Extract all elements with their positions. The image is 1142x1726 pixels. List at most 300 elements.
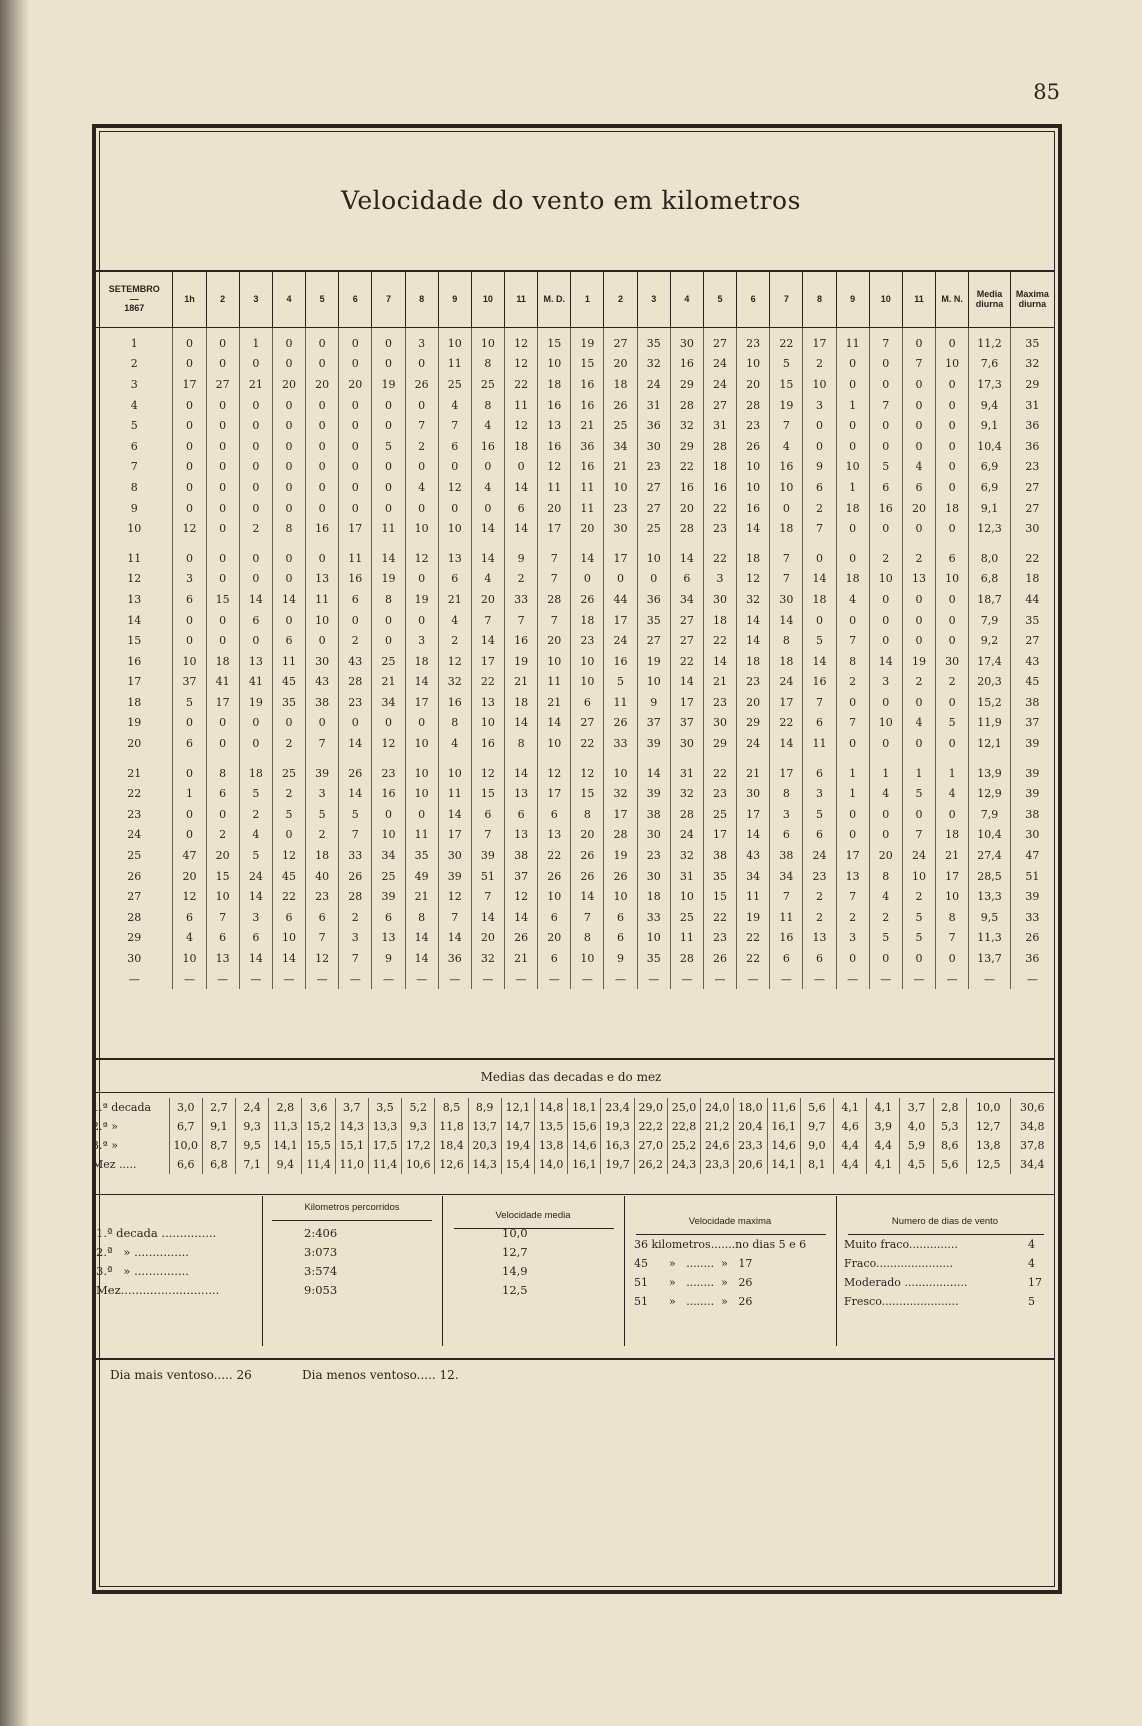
dash-cell: — — [902, 969, 935, 990]
average-cell: 23,3 — [701, 1155, 734, 1174]
speed-cell: 16 — [471, 436, 504, 457]
speed-cell: 10 — [306, 610, 339, 631]
speed-cell: 20 — [670, 498, 703, 519]
table-row — [96, 610, 1054, 631]
speed-cell: 28 — [538, 589, 571, 610]
speed-cell: 21 — [571, 415, 604, 436]
speed-cell: 10 — [737, 354, 770, 375]
header-hour: 10 — [471, 272, 504, 328]
speed-cell: 7 — [306, 733, 339, 754]
speed-cell: 0 — [239, 569, 272, 590]
header-hour: 9 — [438, 272, 471, 328]
speed-cell: 10 — [372, 825, 405, 846]
velocity-value: 14,9 — [502, 1264, 528, 1278]
speed-cell: 4 — [936, 783, 969, 804]
speed-cell: 10 — [936, 354, 969, 375]
speed-cell: 23 — [737, 672, 770, 693]
speed-cell: 0 — [902, 415, 935, 436]
speed-cell: 33 — [637, 907, 670, 928]
speed-cell: 0 — [206, 610, 239, 631]
speed-cell: 20 — [737, 374, 770, 395]
average-label: Mez ..... — [92, 1158, 137, 1171]
dash-cell: — — [173, 969, 206, 990]
speed-cell: 16 — [737, 498, 770, 519]
speed-cell: 7 — [836, 713, 869, 734]
speed-cell: 0 — [173, 354, 206, 375]
speed-cell: 0 — [936, 328, 969, 354]
speed-cell: 10 — [571, 672, 604, 693]
speed-cell: 30 — [637, 436, 670, 457]
speed-cell: 6 — [803, 948, 836, 969]
speed-cell: 23 — [306, 886, 339, 907]
media-cell: 9,4 — [969, 395, 1011, 416]
table-row — [96, 672, 1054, 693]
speed-cell: 0 — [836, 374, 869, 395]
speed-cell: 4 — [471, 415, 504, 436]
speed-cell: 0 — [836, 733, 869, 754]
speed-cell: 9 — [637, 692, 670, 713]
speed-cell: 6 — [272, 907, 305, 928]
speed-cell: 0 — [803, 436, 836, 457]
speed-cell: 0 — [902, 374, 935, 395]
average-cell: 15,5 — [302, 1136, 335, 1155]
header-hour: 6 — [339, 272, 372, 328]
speed-cell: 8 — [770, 630, 803, 651]
speed-cell: 18 — [703, 610, 736, 631]
average-cell: 4,1 — [867, 1098, 900, 1117]
speed-cell: 13 — [306, 569, 339, 590]
speed-cell: 0 — [902, 610, 935, 631]
average-cell: 2,7 — [202, 1098, 235, 1117]
day-cell: 22 — [127, 787, 142, 801]
speed-cell: 0 — [206, 733, 239, 754]
speed-cell: 0 — [239, 477, 272, 498]
maxima-cell: 38 — [1010, 804, 1054, 825]
speed-cell: 6 — [239, 610, 272, 631]
speed-cell: 7 — [306, 928, 339, 949]
speed-cell: 16 — [770, 457, 803, 478]
speed-cell: 14 — [471, 907, 504, 928]
speed-cell: 19 — [239, 692, 272, 713]
media-cell: 12,9 — [969, 783, 1011, 804]
table-row — [96, 866, 1054, 887]
speed-cell: 0 — [272, 354, 305, 375]
table-row — [96, 328, 1054, 354]
speed-cell: 9 — [372, 948, 405, 969]
speed-cell: 10 — [571, 651, 604, 672]
speed-cell: 24 — [803, 845, 836, 866]
speed-cell: 23 — [703, 692, 736, 713]
speed-cell: 0 — [239, 436, 272, 457]
speed-cell: 18 — [703, 457, 736, 478]
speed-cell: 32 — [438, 672, 471, 693]
maxima-cell: 31 — [1010, 395, 1054, 416]
maxima-cell: 30 — [1010, 825, 1054, 846]
speed-cell: 7 — [770, 886, 803, 907]
speed-cell: 17 — [604, 804, 637, 825]
speed-cell: 10 — [438, 328, 471, 354]
speed-cell: 21 — [239, 374, 272, 395]
speed-cell: 20 — [571, 518, 604, 539]
table-row — [96, 630, 1054, 651]
average-cell: 14,1 — [269, 1136, 302, 1155]
summary-top-rule — [92, 1194, 1054, 1195]
speed-cell: 10 — [936, 886, 969, 907]
speed-cell: 2 — [438, 630, 471, 651]
speed-cell: 17 — [173, 374, 206, 395]
speed-cell: 0 — [936, 733, 969, 754]
average-cell: 6,6 — [169, 1155, 202, 1174]
speed-cell: 43 — [737, 845, 770, 866]
summary-bottom-rule — [92, 1358, 1054, 1360]
speed-cell: 32 — [670, 415, 703, 436]
speed-cell: 0 — [173, 328, 206, 354]
speed-cell: 10 — [637, 539, 670, 569]
dash-cell: — — [538, 969, 571, 990]
days-value: 17 — [1028, 1276, 1042, 1289]
speed-cell: 14 — [538, 713, 571, 734]
table-row — [96, 498, 1054, 519]
speed-cell: 5 — [239, 783, 272, 804]
speed-cell: 3 — [770, 804, 803, 825]
media-cell: 8,0 — [969, 539, 1011, 569]
speed-cell: 38 — [306, 692, 339, 713]
speed-cell: 6 — [505, 804, 538, 825]
speed-cell: 0 — [206, 569, 239, 590]
speed-cell: 3 — [803, 783, 836, 804]
speed-cell: 2 — [272, 783, 305, 804]
speed-cell: 0 — [372, 713, 405, 734]
header-hour: 3 — [239, 272, 272, 328]
page-title: Velocidade do vento em kilometros — [341, 186, 801, 215]
table-row — [96, 354, 1054, 375]
average-cell: 14,8 — [535, 1098, 568, 1117]
speed-cell: 8 — [869, 866, 902, 887]
days-label: Moderado .................. — [844, 1276, 968, 1289]
maxima-cell: 32 — [1010, 354, 1054, 375]
speed-cell: 6 — [803, 713, 836, 734]
speed-cell: 36 — [637, 589, 670, 610]
speed-cell: 5 — [306, 804, 339, 825]
speed-cell: 0 — [372, 630, 405, 651]
speed-cell: 0 — [206, 395, 239, 416]
maxima-cell: 39 — [1010, 783, 1054, 804]
day-cell: 4 — [130, 398, 138, 412]
speed-cell: 30 — [637, 825, 670, 846]
speed-cell: 0 — [339, 610, 372, 631]
speed-cell: 16 — [306, 518, 339, 539]
speed-cell: 0 — [869, 630, 902, 651]
speed-cell: 18 — [604, 374, 637, 395]
speed-cell: 4 — [770, 436, 803, 457]
days-brace — [848, 1234, 1044, 1235]
speed-cell: 0 — [339, 436, 372, 457]
speed-cell: 17 — [604, 610, 637, 631]
speed-cell: 4 — [438, 733, 471, 754]
speed-cell: 5 — [272, 804, 305, 825]
header-maxima-diurna: Maxima diurna — [1010, 272, 1054, 328]
speed-cell: 14 — [438, 928, 471, 949]
speed-cell: 10 — [405, 733, 438, 754]
table-row — [96, 907, 1054, 928]
speed-cell: 31 — [670, 866, 703, 887]
speed-cell: 2 — [803, 886, 836, 907]
speed-cell: 7 — [836, 886, 869, 907]
media-cell: 10,4 — [969, 825, 1011, 846]
speed-cell: 22 — [670, 457, 703, 478]
speed-cell: 4 — [902, 713, 935, 734]
speed-cell: 20 — [604, 354, 637, 375]
average-cell: 10,0 — [966, 1098, 1010, 1117]
maxima-cell: 27 — [1010, 477, 1054, 498]
speed-cell: 10 — [405, 783, 438, 804]
speed-cell: 0 — [173, 610, 206, 631]
speed-cell: 26 — [604, 866, 637, 887]
table-row — [96, 395, 1054, 416]
speed-cell: 26 — [571, 845, 604, 866]
speed-cell: 0 — [206, 415, 239, 436]
media-cell: 17,3 — [969, 374, 1011, 395]
speed-cell: 2 — [239, 804, 272, 825]
speed-cell: 14 — [372, 539, 405, 569]
speed-cell: 19 — [737, 907, 770, 928]
average-cell: 16,1 — [767, 1117, 800, 1136]
table-row — [96, 415, 1054, 436]
speed-cell: 6 — [538, 804, 571, 825]
speed-cell: 13 — [239, 651, 272, 672]
speed-cell: 27 — [703, 395, 736, 416]
header-hour: 1 — [571, 272, 604, 328]
speed-cell: 22 — [703, 498, 736, 519]
speed-cell: 0 — [306, 457, 339, 478]
average-cell: 24,0 — [701, 1098, 734, 1117]
max-header: Velocidade maxima — [688, 1216, 772, 1227]
media-cell: 18,7 — [969, 589, 1011, 610]
speed-cell: 8 — [505, 733, 538, 754]
speed-cell: 27 — [637, 630, 670, 651]
speed-cell: 39 — [637, 733, 670, 754]
speed-cell: 6 — [372, 907, 405, 928]
speed-cell: 6 — [505, 498, 538, 519]
speed-cell: 0 — [272, 395, 305, 416]
speed-cell: 37 — [670, 713, 703, 734]
speed-cell: 5 — [372, 436, 405, 457]
average-cell: 9,0 — [800, 1136, 833, 1155]
speed-cell: 4 — [438, 610, 471, 631]
average-cell: 12,5 — [966, 1155, 1010, 1174]
speed-cell: 32 — [471, 948, 504, 969]
speed-cell: 37 — [637, 713, 670, 734]
speed-cell: 30 — [438, 845, 471, 866]
averages-table — [92, 1098, 1054, 1174]
average-row — [92, 1155, 1054, 1174]
average-cell: 7,1 — [236, 1155, 269, 1174]
speed-cell: 15 — [206, 589, 239, 610]
speed-cell: 0 — [836, 415, 869, 436]
speed-cell: 18 — [405, 651, 438, 672]
days-value: 5 — [1028, 1295, 1035, 1308]
day-cell: 30 — [127, 952, 142, 966]
speed-cell: 12 — [173, 518, 206, 539]
speed-cell: 0 — [505, 457, 538, 478]
speed-cell: 14 — [770, 733, 803, 754]
speed-cell: 51 — [471, 866, 504, 887]
speed-cell: 2 — [339, 630, 372, 651]
average-cell: 8,6 — [933, 1136, 966, 1155]
speed-cell: 19 — [902, 651, 935, 672]
speed-cell: 27 — [670, 630, 703, 651]
speed-cell: 6 — [339, 589, 372, 610]
day-cell: 21 — [127, 766, 142, 780]
day-cell: 24 — [127, 828, 142, 842]
speed-cell: 0 — [869, 825, 902, 846]
speed-cell: 23 — [703, 783, 736, 804]
speed-cell: 17 — [670, 692, 703, 713]
speed-cell: 11 — [571, 477, 604, 498]
average-cell: 9,4 — [269, 1155, 302, 1174]
speed-cell: 4 — [869, 783, 902, 804]
average-cell: 25,0 — [667, 1098, 700, 1117]
max-brace — [636, 1234, 826, 1235]
speed-cell: 0 — [869, 518, 902, 539]
speed-cell: 0 — [272, 825, 305, 846]
days-header: Numero de dias de vento — [891, 1216, 999, 1227]
dash-cell: — — [471, 969, 504, 990]
speed-cell: 0 — [173, 713, 206, 734]
speed-cell: 0 — [438, 457, 471, 478]
speed-cell: 21 — [604, 457, 637, 478]
speed-cell: 12 — [306, 948, 339, 969]
speed-cell: 8 — [206, 754, 239, 784]
speed-cell: 45 — [272, 866, 305, 887]
speed-cell: 14 — [405, 948, 438, 969]
speed-cell: 5 — [902, 907, 935, 928]
speed-cell: 17 — [538, 783, 571, 804]
dash-cell: — — [206, 969, 239, 990]
header-month-year — [96, 272, 173, 328]
day-cell: 14 — [127, 613, 142, 627]
speed-cell: 0 — [206, 518, 239, 539]
table-row — [96, 651, 1054, 672]
dash-cell: — — [803, 969, 836, 990]
speed-cell: 19 — [505, 651, 538, 672]
media-cell: 10,4 — [969, 436, 1011, 457]
speed-cell: 18 — [206, 651, 239, 672]
speed-cell: 7 — [571, 907, 604, 928]
speed-cell: 7 — [538, 610, 571, 631]
speed-cell: 6 — [571, 692, 604, 713]
speed-cell: 14 — [239, 589, 272, 610]
speed-cell: 0 — [770, 498, 803, 519]
speed-cell: 31 — [637, 395, 670, 416]
average-row — [92, 1098, 1054, 1117]
speed-cell: 14 — [505, 713, 538, 734]
header-hour: 1h — [173, 272, 206, 328]
day-cell: 27 — [127, 890, 142, 904]
max-value: 36 kilometros.......no dias 5 e 6 — [634, 1238, 807, 1251]
header-hour: 7 — [372, 272, 405, 328]
speed-cell: 16 — [670, 354, 703, 375]
speed-cell: 5 — [936, 713, 969, 734]
header-month: SETEMBRO — [108, 283, 160, 294]
day-cell: 15 — [127, 634, 142, 648]
speed-cell: 2 — [803, 354, 836, 375]
header-hour: 2 — [604, 272, 637, 328]
average-cell: 4,1 — [867, 1155, 900, 1174]
dash-cell: — — [571, 969, 604, 990]
speed-cell: 25 — [471, 374, 504, 395]
speed-cell: 30 — [770, 589, 803, 610]
dash-cell: — — [637, 969, 670, 990]
speed-cell: 6 — [803, 754, 836, 784]
speed-cell: 3 — [173, 569, 206, 590]
speed-cell: 11 — [670, 928, 703, 949]
speed-cell: 21 — [936, 845, 969, 866]
speed-cell: 30 — [637, 866, 670, 887]
speed-cell: 22 — [505, 374, 538, 395]
media-cell: 17,4 — [969, 651, 1011, 672]
table-row — [96, 825, 1054, 846]
speed-cell: 16 — [604, 651, 637, 672]
speed-cell: 10 — [471, 713, 504, 734]
speed-cell: 2 — [836, 672, 869, 693]
speed-cell: 31 — [670, 754, 703, 784]
speed-cell: 6 — [538, 948, 571, 969]
speed-cell: 13 — [438, 539, 471, 569]
day-cell: 26 — [127, 869, 142, 883]
speed-cell: 5 — [604, 672, 637, 693]
speed-cell: 18 — [637, 886, 670, 907]
speed-cell: 24 — [239, 866, 272, 887]
speed-cell: 35 — [272, 692, 305, 713]
dash-cell: — — [1010, 969, 1054, 990]
speed-cell: 12 — [405, 539, 438, 569]
speed-cell: 11 — [272, 651, 305, 672]
speed-cell: 0 — [836, 354, 869, 375]
speed-cell: 6 — [173, 907, 206, 928]
speed-cell: 0 — [637, 569, 670, 590]
speed-cell: 0 — [239, 630, 272, 651]
speed-cell: 39 — [372, 886, 405, 907]
speed-cell: 25 — [703, 804, 736, 825]
speed-cell: 16 — [571, 457, 604, 478]
speed-cell: 43 — [306, 672, 339, 693]
most-windy-day: Dia mais ventoso..... 26 — [110, 1368, 252, 1382]
speed-cell: 20 — [538, 928, 571, 949]
maxima-cell: 27 — [1010, 498, 1054, 519]
speed-cell: 49 — [405, 866, 438, 887]
speed-cell: 8 — [571, 804, 604, 825]
speed-cell: 15 — [571, 783, 604, 804]
speed-cell: 2 — [936, 672, 969, 693]
speed-cell: 0 — [869, 610, 902, 631]
speed-cell: 17 — [604, 539, 637, 569]
day-cell: 9 — [130, 501, 138, 515]
speed-cell: 10 — [803, 374, 836, 395]
speed-cell: 17 — [405, 692, 438, 713]
media-cell: 7,9 — [969, 804, 1011, 825]
speed-cell: 0 — [306, 539, 339, 569]
speed-cell: 16 — [372, 783, 405, 804]
speed-cell: 28 — [670, 395, 703, 416]
speed-cell: 14 — [869, 651, 902, 672]
speed-cell: 0 — [902, 804, 935, 825]
average-cell: 24,6 — [701, 1136, 734, 1155]
averages-rule — [92, 1092, 1054, 1093]
km-value: 9:053 — [304, 1283, 338, 1297]
average-cell: 4,4 — [833, 1136, 866, 1155]
speed-cell: 14 — [471, 539, 504, 569]
